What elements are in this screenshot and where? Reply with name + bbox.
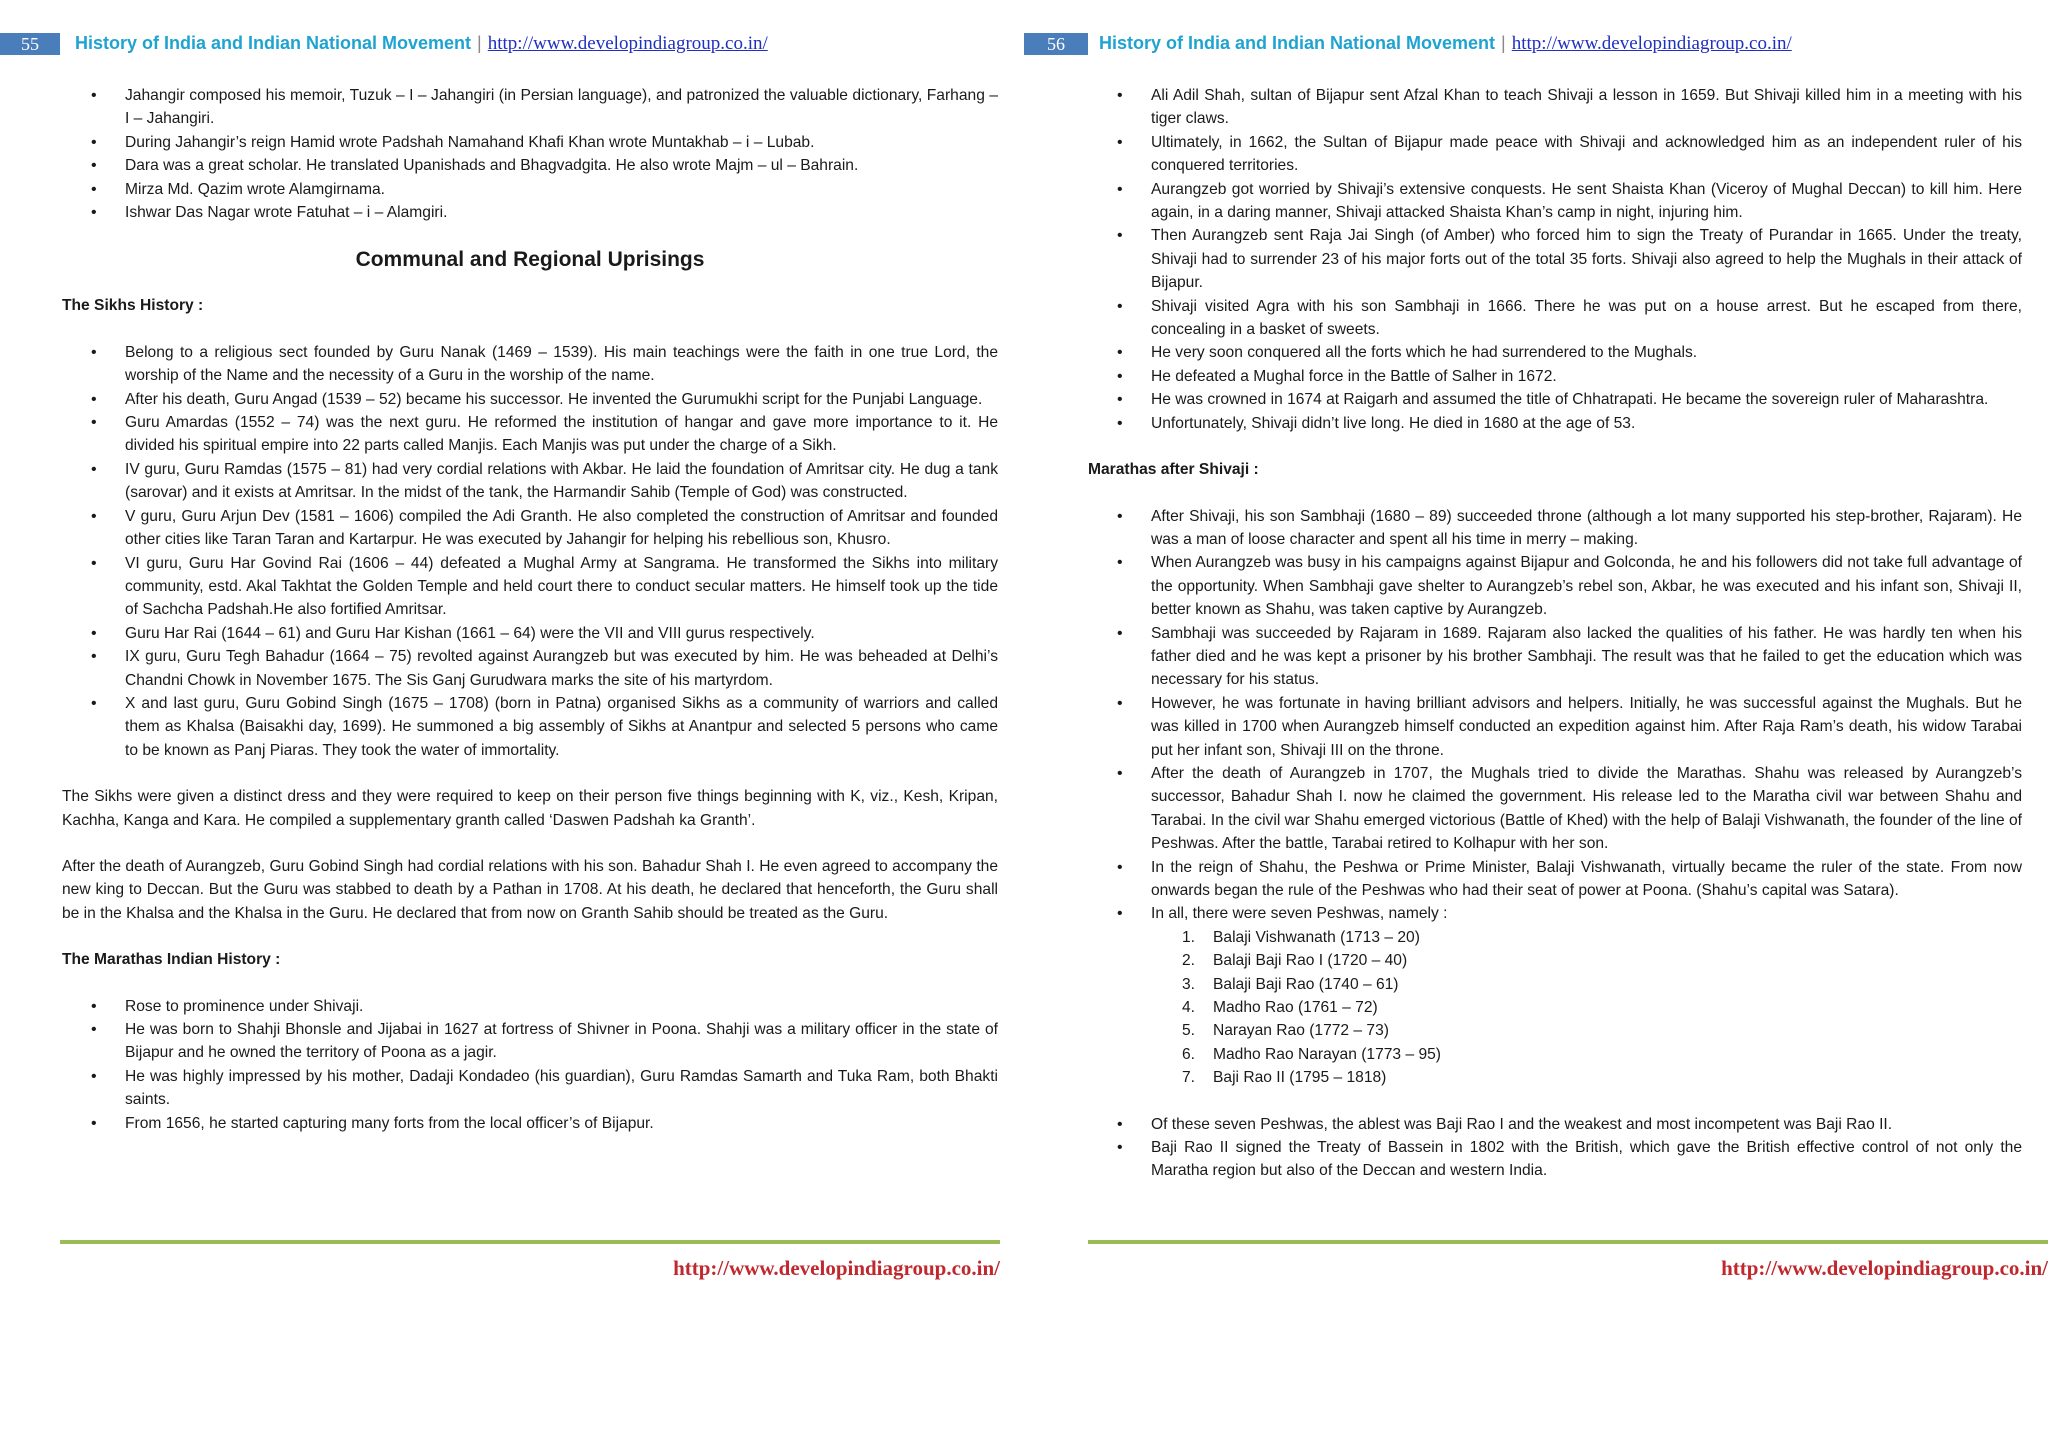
list-item: • Jahangir composed his memoir, Tuzuk – I – Jahangiri (in Persian language), and patronized the valuable dictionary, Farhang – I – Jahangiri. xyxy=(62,84,998,131)
peshwa-item xyxy=(1088,926,2022,949)
peshwa-number: 1. xyxy=(1182,928,1196,946)
list-item: • After his death, Guru Angad (1539 – 52) became his successor. He invented the Gurumukhi script for the Punjabi Language. xyxy=(62,388,998,411)
peshwa-name: Madho Rao (1761 – 72) xyxy=(1213,999,1378,1017)
list-item: • Baji Rao II signed the Treaty of Bassein in 1802 with the British, which gave the British effective control of not only the Maratha region but also of the Deccan and western India. xyxy=(1088,1136,2022,1183)
peshwa-name: Balaji Baji Rao I (1720 – 40) xyxy=(1213,952,1408,970)
list-item: • Rose to prominence under Shivaji. xyxy=(62,995,998,1018)
right-page xyxy=(1024,0,2048,1447)
peshwa-item xyxy=(1088,949,2022,972)
peshwa-number: 5. xyxy=(1182,1022,1196,1040)
final-bullet-list xyxy=(1088,1113,2022,1183)
peshwa-name: Balaji Vishwanath (1713 – 20) xyxy=(1213,928,1420,946)
list-item: • When Aurangzeb was busy in his campaigns against Bijapur and Golconda, he and his followers did not take full advantage of the opportunity. When Sambhaji gave shelter to Aurangzeb’s rebel son, Akbar, he was executed and his infant son, Shivaji II, better known as Shahu, was taken captive by Aurangzeb. xyxy=(1088,551,2022,621)
marathas-heading: The Marathas Indian History : xyxy=(62,951,281,969)
list-item: • From 1656, he started capturing many forts from the local officer’s of Bijapur. xyxy=(62,1112,998,1135)
peshwa-item xyxy=(1088,1043,2022,1066)
list-item: • In the reign of Shahu, the Peshwa or Prime Minister, Balaji Vishwanath, virtually became the ruler of the state. From now onwards began the rule of the Peshwas who had their seat of power at Poona. (Shahu’s capital was Satara). xyxy=(1088,856,2022,903)
page-content xyxy=(1088,84,2022,1183)
list-item: • Sambhaji was succeeded by Rajaram in 1689. Rajaram also lacked the qualities of his father. He was hardly ten when his father died and he was kept a prisoner by his brother Sambhaji. The result was that he failed to get the education which was necessary for his status. xyxy=(1088,622,2022,692)
intro-bullet-list xyxy=(62,84,998,224)
after-shivaji-bullet-list xyxy=(1088,505,2022,926)
list-item: • Ali Adil Shah, sultan of Bijapur sent Afzal Khan to teach Shivaji a lesson in 1659. But Shivaji killed him in a meeting with his tiger claws. xyxy=(1088,84,2022,131)
book-title: History of India and Indian National Movement xyxy=(75,33,472,53)
list-item: • In all, there were seven Peshwas, namely : xyxy=(1088,902,2022,925)
marathas-bullet-list xyxy=(62,995,998,1135)
peshwa-item xyxy=(1088,973,2022,996)
header-title xyxy=(75,30,768,57)
peshwa-number: 4. xyxy=(1182,999,1196,1017)
peshwa-number: 6. xyxy=(1182,1045,1196,1063)
header-link[interactable]: http://www.developindiagroup.co.in/ xyxy=(1511,33,1792,54)
peshwa-name: Madho Rao Narayan (1773 – 95) xyxy=(1213,1045,1441,1063)
list-item: • Then Aurangzeb sent Raja Jai Singh (of Amber) who forced him to sign the Treaty of Purandar in 1665. Under the treaty, Shivaji had to surrender 23 of his major forts out of the total 35 forts. Shivaji also agreed to help the Mughals in their attack of Bijapur. xyxy=(1088,224,2022,294)
header-separator: | xyxy=(477,33,482,53)
list-item: • X and last guru, Guru Gobind Singh (1675 – 1708) (born in Patna) organised Sikhs as a community of warriors and called them as Khalsa (Baisakhi day, 1699). He summoned a big assembly of Sikhs at Anantpur and selected 5 persons who came to be known as Panj Piaras. They took the water of immortality. xyxy=(62,692,998,762)
list-item: • Dara was a great scholar. He translated Upanishads and Bhagvadgita. He also wrote Majm – ul – Bahrain. xyxy=(62,154,998,177)
header-title xyxy=(1099,30,1792,57)
sikhs-heading: The Sikhs History : xyxy=(62,297,204,315)
list-item: • Guru Amardas (1552 – 74) was the next guru. He reformed the institution of hangar and gave more importance to it. He divided his spiritual empire into 22 parts called Manjis. Each Manjis was put under the charge of a Sikh. xyxy=(62,411,998,458)
peshwa-name: Baji Rao II (1795 – 1818) xyxy=(1213,1069,1387,1087)
page-header xyxy=(1024,30,2048,54)
list-item: • He was born to Shahji Bhonsle and Jijabai in 1627 at fortress of Shivner in Poona. Shahji was a military officer in the state of Bijapur and he owned the territory of Poona as a jagir. xyxy=(62,1018,998,1065)
book-title: History of India and Indian National Movement xyxy=(1099,33,1496,53)
peshwa-number: 7. xyxy=(1182,1069,1196,1087)
marathas-after-shivaji-heading: Marathas after Shivaji : xyxy=(1088,461,1259,479)
list-item: • VI guru, Guru Har Govind Rai (1606 – 44) defeated a Mughal Army at Sangrama. He transformed the Sikhs into military community, estd. Akal Takhtat the Golden Temple and held court there to conduct secular matters. He himself took up the tide of Sachcha Padshah.He also fortified Amritsar. xyxy=(62,552,998,622)
footer-link[interactable]: http://www.developindiagroup.co.in/ xyxy=(1721,1256,2048,1280)
footer-rule xyxy=(1088,1240,2048,1244)
sikhs-bullet-list xyxy=(62,341,998,762)
peshwa-list xyxy=(1088,926,2022,1090)
list-item: • During Jahangir’s reign Hamid wrote Padshah Namahand Khafi Khan wrote Muntakhab – i – Lubab. xyxy=(62,131,998,154)
page-header xyxy=(0,30,1024,54)
peshwa-number: 2. xyxy=(1182,952,1196,970)
peshwa-item xyxy=(1088,1066,2022,1089)
list-item: • Guru Har Rai (1644 – 61) and Guru Har Kishan (1661 – 64) were the VII and VIII gurus respectively. xyxy=(62,622,998,645)
header-link[interactable]: http://www.developindiagroup.co.in/ xyxy=(487,33,768,54)
list-item: • Unfortunately, Shivaji didn’t live long. He died in 1680 at the age of 53. xyxy=(1088,412,2022,435)
peshwa-number: 3. xyxy=(1182,975,1196,993)
list-item: • Of these seven Peshwas, the ablest was Baji Rao I and the weakest and most incompetent was Baji Rao II. xyxy=(1088,1113,2022,1136)
list-item: • Ultimately, in 1662, the Sultan of Bijapur made peace with Shivaji and acknowledged him as an independent ruler of his conquered territories. xyxy=(1088,131,2022,178)
page-content xyxy=(62,84,998,1135)
section-title: Communal and Regional Uprisings xyxy=(355,248,705,272)
shivaji-bullet-list xyxy=(1088,84,2022,435)
list-item: • He defeated a Mughal force in the Battle of Salher in 1672. xyxy=(1088,365,2022,388)
peshwa-name: Balaji Baji Rao (1740 – 61) xyxy=(1213,975,1399,993)
list-item: • V guru, Guru Arjun Dev (1581 – 1606) compiled the Adi Granth. He also completed the construction of Amritsar and founded other cities like Taran Taran and Kartarpur. He was executed by Jahangir for helping his rebellious son, Khusro. xyxy=(62,505,998,552)
page-number: 55 xyxy=(0,33,60,55)
page-number: 56 xyxy=(1024,33,1088,55)
footer-rule xyxy=(60,1240,1000,1244)
paragraph: After the death of Aurangzeb, Guru Gobind Singh had cordial relations with his son. Bahadur Shah I. He even agreed to accompany the new king to Deccan. But the Guru was stabbed to death by a Pathan in 1708. At his death, he declared that henceforth, the Guru shall be in the Khalsa and the Khalsa in the Guru. He declared that from now on Granth Sahib should be treated as the Guru. xyxy=(62,857,998,922)
list-item: • IV guru, Guru Ramdas (1575 – 81) had very cordial relations with Akbar. He laid the foundation of Amritsar city. He dug a tank (sarovar) and it exists at Amritsar. In the midst of the tank, the Harmandir Sahib (Temple of God) was constructed. xyxy=(62,458,998,505)
list-item: • Aurangzeb got worried by Shivaji’s extensive conquests. He sent Shaista Khan (Viceroy of Mughal Deccan) to kill him. Here again, in a daring manner, Shivaji attacked Shaista Khan’s camp in night, injuring him. xyxy=(1088,178,2022,225)
list-item: • After Shivaji, his son Sambhaji (1680 – 89) succeeded throne (although a lot many supported his step-brother, Rajaram). He was a man of loose character and spent all his time in merry – making. xyxy=(1088,505,2022,552)
peshwa-name: Narayan Rao (1772 – 73) xyxy=(1213,1022,1389,1040)
footer-link[interactable]: http://www.developindiagroup.co.in/ xyxy=(673,1256,1000,1280)
paragraph: The Sikhs were given a distinct dress and they were required to keep on their person five things beginning with K, viz., Kesh, Kripan, Kachha, Kanga and Kara. He compiled a supplementary granth called ‘Daswen Padshah ka Granth’. xyxy=(62,788,998,829)
list-item: • After the death of Aurangzeb in 1707, the Mughals tried to divide the Marathas. Shahu was released by Aurangzeb’s successor, Bahadur Shah I. now he claimed the government. His release led to the Maratha civil war between Shahu and Tarabai. In the civil war Shahu emerged victorious (Battle of Khed) with the help of Balaji Vishwanath, the founder of the line of Peshwas. After the battle, Tarabai retired to Kolhapur with her son. xyxy=(1088,762,2022,856)
list-item: • Mirza Md. Qazim wrote Alamgirnama. xyxy=(62,178,998,201)
header-separator: | xyxy=(1501,33,1506,53)
peshwa-item xyxy=(1088,996,2022,1019)
peshwa-item xyxy=(1088,1019,2022,1042)
list-item: • IX guru, Guru Tegh Bahadur (1664 – 75) revolted against Aurangzeb but was executed by him. He was beheaded at Delhi’s Chandni Chowk in November 1675. The Sis Ganj Gurudwara marks the site of his martyrdom. xyxy=(62,645,998,692)
list-item: • Belong to a religious sect founded by Guru Nanak (1469 – 1539). His main teachings were the faith in one true Lord, the worship of the Name and the necessity of a Guru in the worship of the name. xyxy=(62,341,998,388)
list-item: • Shivaji visited Agra with his son Sambhaji in 1666. There he was put on a house arrest. But he escaped from there, concealing in a basket of sweets. xyxy=(1088,295,2022,342)
list-item: • He very soon conquered all the forts which he had surrendered to the Mughals. xyxy=(1088,341,2022,364)
list-item: • However, he was fortunate in having brilliant advisors and helpers. Initially, he was successful against the Mughals. But he was killed in 1700 when Aurangzeb himself conducted an expedition against him. After Raja Ram’s death, his widow Tarabai put her infant son, Shivaji III on the throne. xyxy=(1088,692,2022,762)
list-item: • Ishwar Das Nagar wrote Fatuhat – i – Alamgiri. xyxy=(62,201,998,224)
list-item: • He was highly impressed by his mother, Dadaji Kondadeo (his guardian), Guru Ramdas Samarth and Tuka Ram, both Bhakti saints. xyxy=(62,1065,998,1112)
list-item: • He was crowned in 1674 at Raigarh and assumed the title of Chhatrapati. He became the sovereign ruler of Maharashtra. xyxy=(1088,388,2022,411)
